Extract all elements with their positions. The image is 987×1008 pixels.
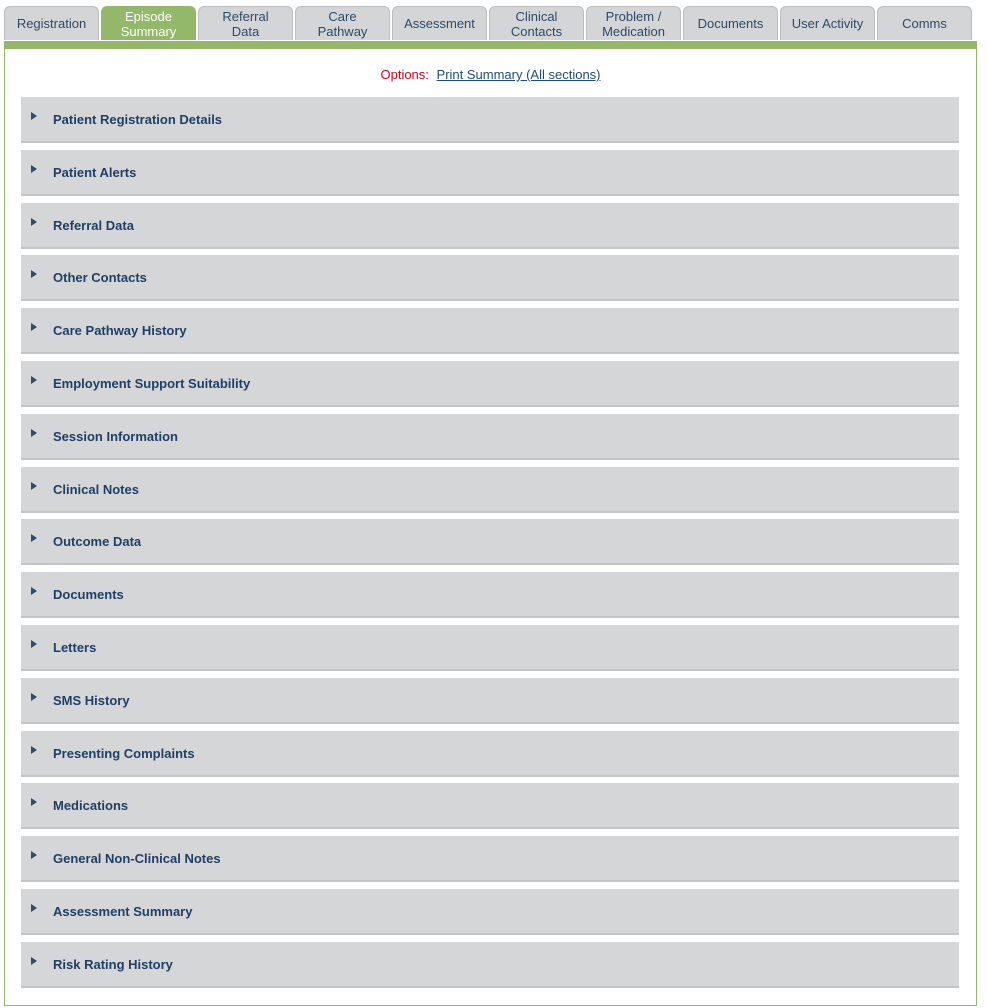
expand-arrow-icon [31, 482, 37, 490]
expand-arrow-icon [31, 798, 37, 806]
section-label: Patient Alerts [53, 164, 137, 180]
section-header-risk-rating-history[interactable] [21, 942, 959, 988]
tab-documents[interactable]: Documents [683, 6, 778, 40]
section-header-documents[interactable] [21, 572, 959, 618]
section-header-assessment-summary[interactable] [21, 889, 959, 935]
expand-arrow-icon [31, 112, 37, 120]
expand-arrow-icon [31, 640, 37, 648]
tab-episode-summary[interactable]: Episode Summary [101, 6, 196, 40]
section-label: Assessment Summary [53, 903, 193, 919]
expand-arrow-icon [31, 693, 37, 701]
tab-registration[interactable]: Registration [4, 6, 99, 40]
expand-arrow-icon [31, 165, 37, 173]
section-header-referral-data[interactable] [21, 203, 959, 249]
section-header-sms-history[interactable] [21, 678, 959, 724]
section-label: Outcome Data [53, 534, 142, 550]
expand-arrow-icon [31, 218, 37, 226]
tab-comms[interactable]: Comms [877, 6, 972, 40]
expand-arrow-icon [31, 534, 37, 542]
section-header-outcome-data[interactable] [21, 519, 959, 565]
section-label: Referral Data [53, 217, 134, 233]
section-label: Employment Support Suitability [53, 375, 251, 391]
section-list [21, 97, 959, 995]
expand-arrow-icon [31, 323, 37, 331]
tab-care-pathway[interactable]: Care Pathway [295, 6, 390, 40]
expand-arrow-icon [31, 376, 37, 384]
expand-arrow-icon [31, 904, 37, 912]
tab-user-activity[interactable]: User Activity [780, 6, 875, 40]
print-summary-link[interactable]: Print Summary (All sections) [436, 67, 601, 82]
section-label: Clinical Notes [53, 481, 139, 497]
section-label: Care Pathway History [53, 323, 187, 339]
expand-arrow-icon [31, 270, 37, 278]
expand-arrow-icon [31, 587, 37, 595]
tab-bar [4, 6, 979, 42]
tab-assessment[interactable]: Assessment [392, 6, 487, 40]
section-header-other-contacts[interactable] [21, 255, 959, 301]
section-label: Session Information [53, 428, 178, 444]
section-label: Presenting Complaints [53, 745, 195, 761]
episode-summary-panel [4, 49, 977, 1006]
section-label: SMS History [53, 692, 130, 708]
section-header-patient-registration-details[interactable] [21, 97, 959, 143]
section-label: General Non-Clinical Notes [53, 851, 221, 867]
section-label: Patient Registration Details [53, 112, 223, 127]
expand-arrow-icon [31, 851, 37, 859]
section-header-medications[interactable] [21, 783, 959, 829]
tab-problem-medication[interactable]: Problem / Medication [586, 6, 681, 40]
options-row [5, 67, 976, 82]
section-header-care-pathway-history[interactable] [21, 308, 959, 354]
options-label: Options: [380, 67, 429, 82]
tab-clinical-contacts[interactable]: Clinical Contacts [489, 6, 584, 40]
section-header-letters[interactable] [21, 625, 959, 671]
section-header-session-information[interactable] [21, 414, 959, 460]
section-header-patient-alerts[interactable] [21, 150, 959, 196]
section-label: Other Contacts [53, 270, 147, 286]
expand-arrow-icon [31, 957, 37, 965]
section-label: Risk Rating History [53, 956, 173, 972]
section-header-presenting-complaints[interactable] [21, 731, 959, 777]
section-header-general-non-clinical-notes[interactable] [21, 836, 959, 882]
section-label: Medications [53, 798, 129, 814]
section-header-employment-support-suitability[interactable] [21, 361, 959, 407]
tab-referral-data[interactable]: Referral Data [198, 6, 293, 40]
section-header-clinical-notes[interactable] [21, 467, 959, 513]
tab-underline-bar [4, 41, 977, 49]
section-label: Documents [53, 587, 124, 603]
section-label: Letters [53, 639, 97, 655]
expand-arrow-icon [31, 746, 37, 754]
expand-arrow-icon [31, 429, 37, 437]
